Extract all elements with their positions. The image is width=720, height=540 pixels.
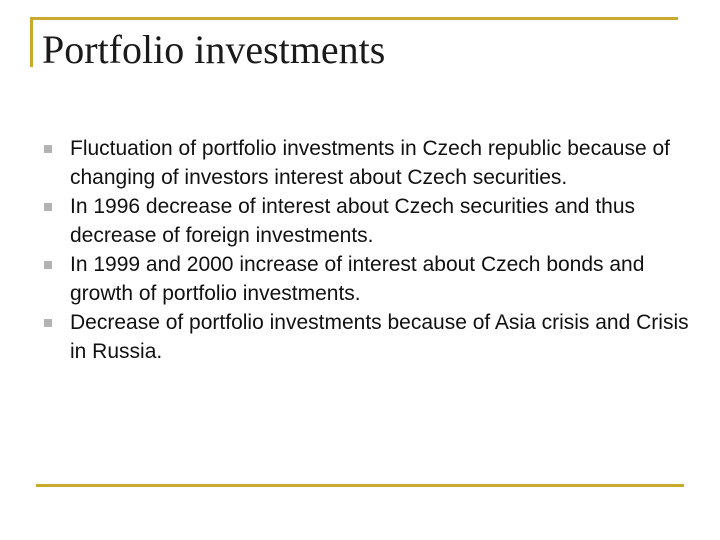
square-bullet-icon xyxy=(44,261,52,269)
bullet-text: Decrease of portfolio investments because of Asia crisis and Crisis in Russia. xyxy=(70,311,689,363)
title-frame-left-line xyxy=(30,17,33,67)
square-bullet-icon xyxy=(44,203,52,211)
bullet-list xyxy=(42,134,692,366)
bullet-item xyxy=(42,134,692,192)
bullet-item xyxy=(42,308,692,366)
page-title: Portfolio investments xyxy=(42,27,386,72)
bullet-item xyxy=(42,192,692,250)
bullet-text: Fluctuation of portfolio investments in Czech republic because of changing of investors interest about Czech securities. xyxy=(70,137,670,189)
bullet-item xyxy=(42,250,692,308)
square-bullet-icon xyxy=(44,319,52,327)
bullet-text: In 1999 and 2000 increase of interest about Czech bonds and growth of portfolio investments. xyxy=(70,253,645,305)
title-frame-top-line xyxy=(30,17,678,20)
bullet-text: In 1996 decrease of interest about Czech securities and thus decrease of foreign investments. xyxy=(70,195,636,247)
footer-divider-line xyxy=(36,484,684,487)
square-bullet-icon xyxy=(44,145,52,153)
